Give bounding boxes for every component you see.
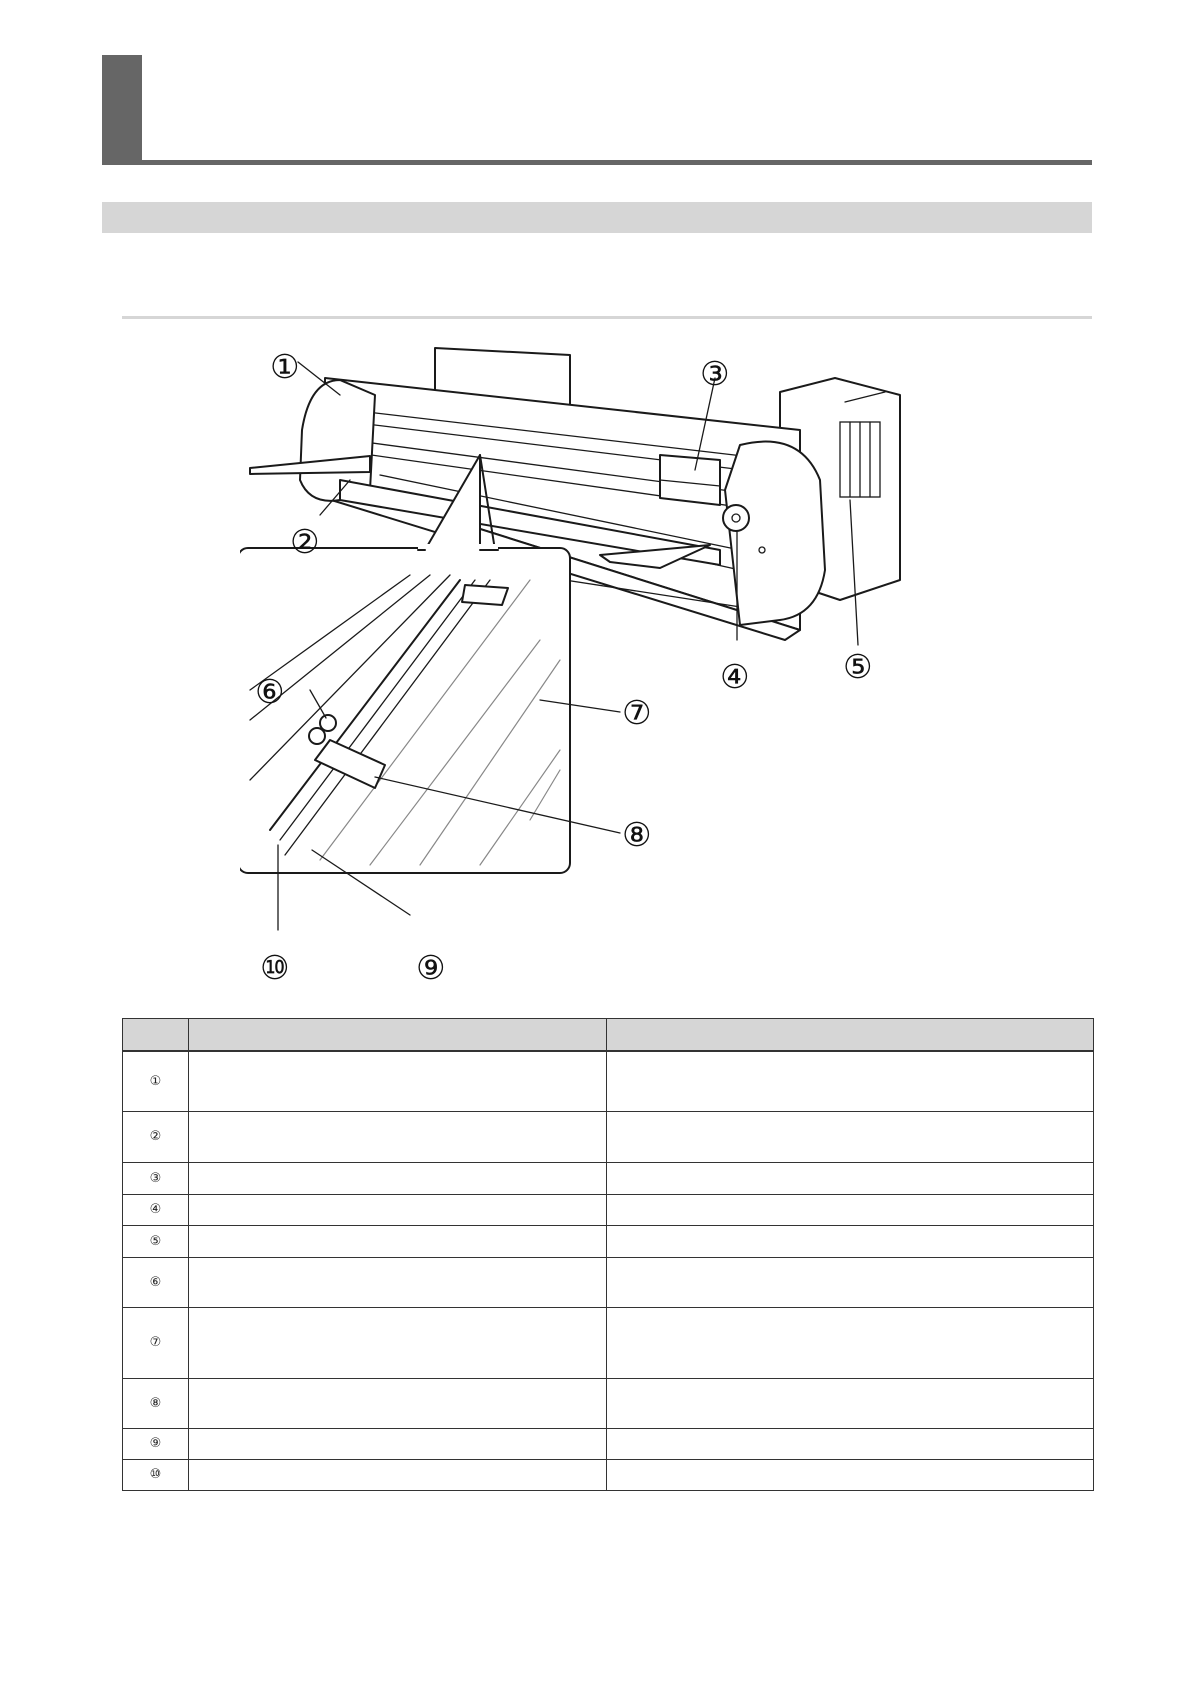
table-row bbox=[123, 1378, 1094, 1428]
row-function bbox=[607, 1459, 1094, 1490]
row-number: ③ bbox=[123, 1162, 189, 1194]
callout-5: ⑤ bbox=[843, 647, 873, 686]
callout-4: ④ bbox=[720, 657, 750, 696]
row-function bbox=[607, 1162, 1094, 1194]
callout-10: ⑩ bbox=[260, 948, 290, 987]
row-name bbox=[189, 1225, 607, 1257]
row-name bbox=[189, 1111, 607, 1162]
row-name bbox=[189, 1162, 607, 1194]
table-row bbox=[123, 1307, 1094, 1378]
callout-1: ① bbox=[270, 347, 300, 386]
table-row bbox=[123, 1111, 1094, 1162]
row-function bbox=[607, 1225, 1094, 1257]
row-name bbox=[189, 1378, 607, 1428]
row-function bbox=[607, 1194, 1094, 1225]
parts-table bbox=[122, 1018, 1094, 1491]
table-row bbox=[123, 1428, 1094, 1459]
machine-illustration bbox=[240, 340, 1000, 1000]
header-function bbox=[607, 1019, 1094, 1052]
callout-7: ⑦ bbox=[622, 693, 652, 732]
callout-2: ② bbox=[290, 522, 320, 561]
row-function bbox=[607, 1307, 1094, 1378]
row-function bbox=[607, 1428, 1094, 1459]
row-name bbox=[189, 1307, 607, 1378]
row-function bbox=[607, 1378, 1094, 1428]
row-number: ② bbox=[123, 1111, 189, 1162]
table-row bbox=[123, 1162, 1094, 1194]
row-name bbox=[189, 1257, 607, 1307]
row-function bbox=[607, 1111, 1094, 1162]
row-number: ④ bbox=[123, 1194, 189, 1225]
chapter-title-rule bbox=[102, 160, 1092, 165]
row-function bbox=[607, 1257, 1094, 1307]
chapter-marker bbox=[102, 55, 142, 165]
callout-8: ⑧ bbox=[622, 815, 652, 854]
header-number bbox=[123, 1019, 189, 1052]
row-number: ⑧ bbox=[123, 1378, 189, 1428]
row-name bbox=[189, 1194, 607, 1225]
table-row bbox=[123, 1257, 1094, 1307]
row-number: ⑩ bbox=[123, 1459, 189, 1490]
table-row bbox=[123, 1051, 1094, 1111]
section-heading-bar bbox=[102, 202, 1092, 233]
row-function bbox=[607, 1051, 1094, 1111]
row-number: ⑥ bbox=[123, 1257, 189, 1307]
left-side-cover bbox=[300, 380, 375, 501]
callout-9: ⑨ bbox=[416, 948, 446, 987]
row-number: ⑦ bbox=[123, 1307, 189, 1378]
row-name bbox=[189, 1428, 607, 1459]
callout-3: ③ bbox=[700, 354, 730, 393]
table-row bbox=[123, 1194, 1094, 1225]
row-name bbox=[189, 1051, 607, 1111]
right-side-cover bbox=[723, 442, 825, 625]
header-name bbox=[189, 1019, 607, 1052]
table-header-row bbox=[123, 1019, 1094, 1052]
row-number: ⑨ bbox=[123, 1428, 189, 1459]
row-name bbox=[189, 1459, 607, 1490]
callout-6: ⑥ bbox=[255, 672, 285, 711]
row-number: ⑤ bbox=[123, 1225, 189, 1257]
table-row bbox=[123, 1225, 1094, 1257]
subsection-rule bbox=[122, 316, 1092, 319]
table-row bbox=[123, 1459, 1094, 1490]
row-number: ① bbox=[123, 1051, 189, 1111]
